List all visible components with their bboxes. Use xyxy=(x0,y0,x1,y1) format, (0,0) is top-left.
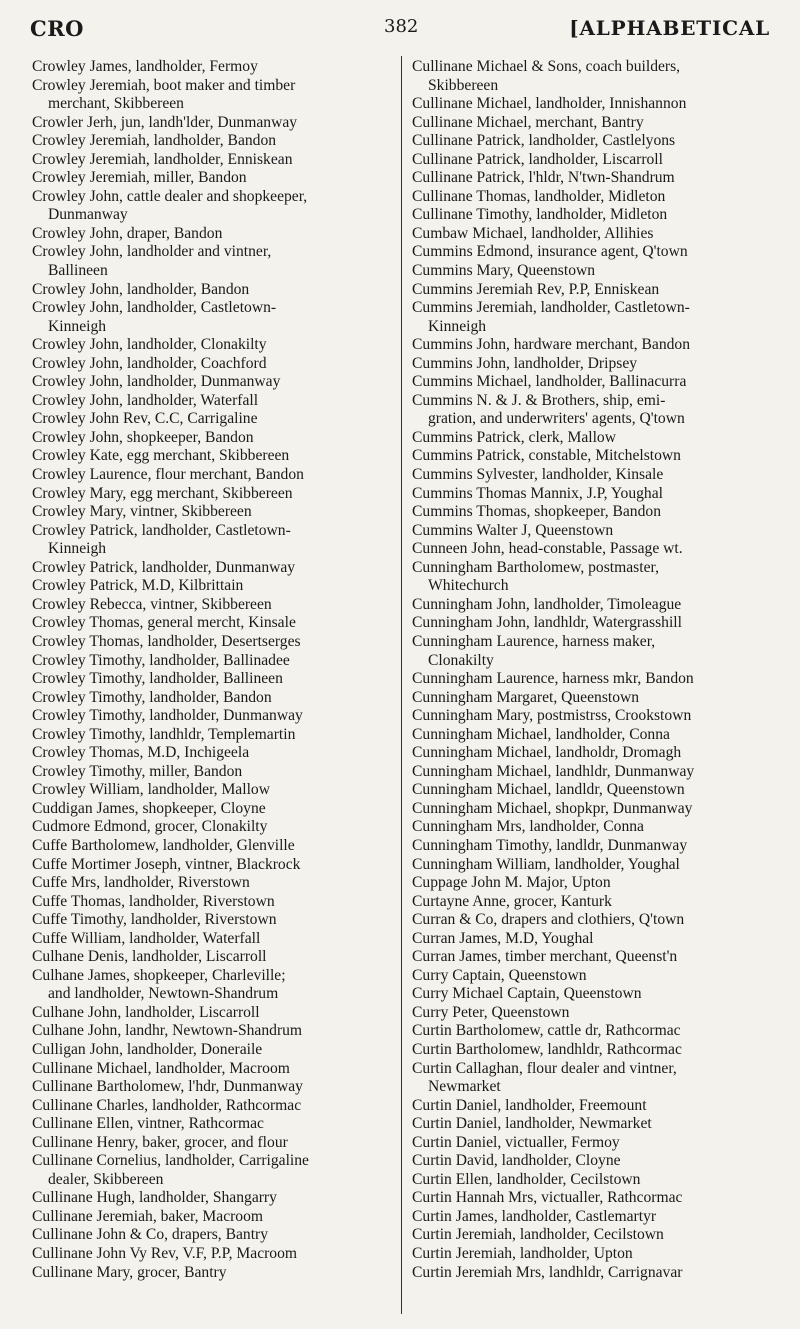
directory-entry-continuation: dealer, Skibbereen xyxy=(48,1170,164,1188)
directory-entry: Crowley Timothy, landholder, Ballinadee xyxy=(32,651,290,669)
directory-entry: Cummins Michael, landholder, Ballinacurra xyxy=(412,373,687,391)
directory-entry: Cuffe Timothy, landholder, Riverstown xyxy=(32,911,277,929)
directory-entry: Cunningham William, landholder, Youghal xyxy=(412,855,680,873)
directory-entry: Culhane James, shopkeeper, Charleville; xyxy=(32,966,286,984)
directory-entry: Crowley James, landholder, Fermoy xyxy=(32,58,258,75)
directory-entry: Crowley Timothy, landholder, Bandon xyxy=(32,688,272,706)
directory-entry: Crowley Patrick, landholder, Castletown- xyxy=(32,521,291,539)
directory-entry: Cunningham Laurence, harness maker, xyxy=(412,632,656,650)
directory-entry: Cummins Thomas Mannix, J.P, Youghal xyxy=(412,484,663,502)
directory-entry: Cunningham Michael, landhldr, Dunmanway xyxy=(412,762,695,780)
directory-entry: Crowley Patrick, landholder, Dunmanway xyxy=(32,558,296,576)
directory-entry-continuation: Kinneigh xyxy=(428,317,487,335)
directory-entry: Cullinane Ellen, vintner, Rathcormac xyxy=(32,1115,264,1133)
directory-entry: Cummins Jeremiah, landholder, Castletown- xyxy=(412,299,690,317)
directory-entry: Cudmore Edmond, grocer, Clonakilty xyxy=(32,818,268,836)
directory-entry: Crowley John Rev, C.C, Carrigaline xyxy=(32,410,258,428)
column-divider xyxy=(401,56,402,1314)
directory-entry: Crowley Jeremiah, boot maker and timber xyxy=(32,76,296,94)
directory-entry-continuation: Skibbereen xyxy=(428,76,499,94)
page-header xyxy=(30,14,770,46)
directory-entry: Crowley John, landholder, Castletown- xyxy=(32,299,277,317)
directory-entry: Curtin Bartholomew, cattle dr, Rathcormac xyxy=(412,1022,681,1040)
directory-entry-continuation: Newmarket xyxy=(428,1078,501,1096)
directory-entry: Cummins Patrick, clerk, Mallow xyxy=(412,428,616,446)
directory-entry: Curtin James, landholder, Castlemartyr xyxy=(412,1207,657,1225)
directory-entry: Cummins Walter J, Queenstown xyxy=(412,521,614,539)
directory-entry: Crowley John, landholder, Coachford xyxy=(32,354,267,372)
directory-entry: Culhane John, landhr, Newtown-Shandrum xyxy=(32,1022,303,1040)
directory-entry: Culligan John, landholder, Doneraile xyxy=(32,1040,263,1058)
directory-entry: Cullinane John Vy Rev, V.F, P.P, Macroom xyxy=(32,1245,298,1262)
directory-entry: Cummins Edmond, insurance agent, Q'town xyxy=(412,243,688,261)
directory-entry: Crowley Thomas, general mercht, Kinsale xyxy=(32,614,296,632)
directory-entry: Curtin David, landholder, Cloyne xyxy=(412,1152,621,1170)
directory-entry-continuation: Kinneigh xyxy=(48,540,107,558)
directory-entry: Crowley Timothy, landholder, Dunmanway xyxy=(32,707,303,725)
directory-entry: Cunningham John, landhldr, Watergrasshill xyxy=(412,614,682,632)
directory-entry: Cullinane Patrick, landholder, Liscarroll xyxy=(412,150,663,168)
directory-entry: Cuffe William, landholder, Waterfall xyxy=(32,929,261,947)
directory-entry: Cunningham Laurence, harness mkr, Bandon xyxy=(412,670,694,688)
directory-entry: Cunningham Bartholomew, postmaster, xyxy=(412,558,659,576)
page-number: 382 xyxy=(384,16,419,37)
directory-entry: Cullinane Michael & Sons, coach builders, xyxy=(412,58,681,75)
directory-entry: Crowley John, landholder and vintner, xyxy=(32,243,272,261)
directory-entry: Cuffe Bartholomew, landholder, Glenville xyxy=(32,836,295,854)
directory-entry: Crowley Kate, egg merchant, Skibbereen xyxy=(32,447,290,465)
directory-entry: Curry Peter, Queenstown xyxy=(412,1003,570,1021)
directory-entry: Curtin Jeremiah, landholder, Cecilstown xyxy=(412,1226,664,1244)
directory-entry: Crowley John, landholder, Waterfall xyxy=(32,391,259,409)
directory-entry: Cullinane Patrick, landholder, Castlelyons xyxy=(412,132,676,150)
directory-entry: Curtin Hannah Mrs, victualler, Rathcormac xyxy=(412,1189,683,1207)
directory-entry: Curtin Ellen, landholder, Cecilstown xyxy=(412,1170,641,1188)
directory-entry: Cullinane Timothy, landholder, Midleton xyxy=(412,206,668,224)
directory-entry: Curry Michael Captain, Queenstown xyxy=(412,985,642,1003)
directory-entry: Cunningham Timothy, landldr, Dunmanway xyxy=(412,836,688,854)
directory-entry: Cummins Sylvester, landholder, Kinsale xyxy=(412,466,664,484)
directory-entry: Culhane John, landholder, Liscarroll xyxy=(32,1003,260,1021)
directory-entry: Cuddigan James, shopkeeper, Cloyne xyxy=(32,799,266,817)
directory-entry-continuation: Dunmanway xyxy=(48,206,128,224)
left-column xyxy=(32,58,392,1282)
directory-entry: Crowley Rebecca, vintner, Skibbereen xyxy=(32,595,272,613)
directory-entry: Crowler Jerh, jun, landh'lder, Dunmanway xyxy=(32,113,298,131)
directory-entry: Cunningham Michael, shopkpr, Dunmanway xyxy=(412,799,693,817)
directory-entry: Cuffe Thomas, landholder, Riverstown xyxy=(32,892,275,910)
directory-entry: Crowley Laurence, flour merchant, Bandon xyxy=(32,466,304,484)
directory-entry: Cummins Mary, Queenstown xyxy=(412,262,596,280)
directory-entry: Curran James, M.D, Youghal xyxy=(412,929,594,947)
directory-entry: Curtin Jeremiah Mrs, landhldr, Carrignavar xyxy=(412,1263,683,1281)
directory-entry: Cunneen John, head-constable, Passage wt. xyxy=(412,540,683,558)
directory-entry: Cuffe Mortimer Joseph, vintner, Blackrock xyxy=(32,855,301,873)
directory-entry: Cullinane Thomas, landholder, Midleton xyxy=(412,187,666,205)
section-heading: CRO xyxy=(30,16,84,41)
directory-entry: Cunningham Michael, landholdr, Dromagh xyxy=(412,744,682,762)
directory-entry: Cuppage John M. Major, Upton xyxy=(412,874,611,892)
directory-entry: Crowley Mary, egg merchant, Skibbereen xyxy=(32,484,293,502)
directory-entry: Crowley John, landholder, Dunmanway xyxy=(32,373,281,391)
directory-entry: Curtin Bartholomew, landhldr, Rathcormac xyxy=(412,1040,682,1058)
directory-entry: Cullinane Michael, landholder, Macroom xyxy=(32,1059,290,1077)
directory-entry: Crowley Timothy, miller, Bandon xyxy=(32,762,243,780)
directory-entry: Crowley Patrick, M.D, Kilbrittain xyxy=(32,577,244,595)
directory-entry: Cullinane Michael, landholder, Innishannon xyxy=(412,95,687,113)
directory-entry: Curran & Co, drapers and clothiers, Q'town xyxy=(412,911,685,929)
directory-entry: Curtin Jeremiah, landholder, Upton xyxy=(412,1245,633,1262)
directory-entry-continuation: Whitechurch xyxy=(428,577,509,595)
directory-entry: Crowley John, landholder, Clonakilty xyxy=(32,336,267,354)
directory-entry: Cullinane Charles, landholder, Rathcormac xyxy=(32,1096,302,1114)
directory-entry: Cumbaw Michael, landholder, Allihies xyxy=(412,224,654,242)
directory-entry: Cullinane Mary, grocer, Bantry xyxy=(32,1263,227,1281)
directory-entry: Curtayne Anne, grocer, Kanturk xyxy=(412,892,612,910)
directory-entry: Crowley Timothy, landhldr, Templemartin xyxy=(32,725,296,743)
directory-entry: Crowley Thomas, landholder, Desertserges xyxy=(32,632,301,650)
directory-entry: Cunningham Michael, landholder, Conna xyxy=(412,725,670,743)
directory-entry: Cunningham Michael, landldr, Queenstown xyxy=(412,781,685,799)
directory-entry: Crowley Mary, vintner, Skibbereen xyxy=(32,503,252,521)
directory-entry: Cullinane Hugh, landholder, Shangarry xyxy=(32,1189,277,1207)
directory-entry: Crowley Timothy, landholder, Ballineen xyxy=(32,670,283,688)
directory-entry-continuation: gration, and underwriters' agents, Q'town xyxy=(428,410,685,428)
directory-entry: Cummins N. & J. & Brothers, ship, emi- xyxy=(412,391,666,409)
directory-entry: Curtin Daniel, victualler, Fermoy xyxy=(412,1133,620,1151)
directory-entry: Cunningham Mrs, landholder, Conna xyxy=(412,818,644,836)
directory-entry: Curtin Daniel, landholder, Freemount xyxy=(412,1096,647,1114)
directory-entry: Curtin Callaghan, flour dealer and vintner, xyxy=(412,1059,677,1077)
directory-entry: Cummins John, hardware merchant, Bandon xyxy=(412,336,691,354)
directory-entry: Culhane Denis, landholder, Liscarroll xyxy=(32,948,267,966)
directory-entry: Cullinane Bartholomew, l'hdr, Dunmanway xyxy=(32,1078,303,1096)
running-title: [ALPHABETICAL xyxy=(569,16,770,40)
directory-entry: Crowley William, landholder, Mallow xyxy=(32,781,270,799)
directory-entry: Cuffe Mrs, landholder, Riverstown xyxy=(32,874,250,892)
directory-entry: Cummins Patrick, constable, Mitchelstown xyxy=(412,447,681,465)
directory-entry: Cullinane Patrick, l'hldr, N'twn-Shandrum xyxy=(412,169,675,187)
directory-entry: Crowley Jeremiah, miller, Bandon xyxy=(32,169,247,187)
directory-entry: Cummins Thomas, shopkeeper, Bandon xyxy=(412,503,661,521)
directory-entry: Crowley John, cattle dealer and shopkeeper, xyxy=(32,187,308,205)
directory-entry: Crowley Thomas, M.D, Inchigeela xyxy=(32,744,250,762)
directory-entry: Cunningham John, landholder, Timoleague xyxy=(412,595,682,613)
directory-entry: Crowley John, draper, Bandon xyxy=(32,224,223,242)
directory-entry: Cummins Jeremiah Rev, P.P, Enniskean xyxy=(412,280,660,298)
directory-entry-continuation: Kinneigh xyxy=(48,317,107,335)
directory-entry-continuation: Clonakilty xyxy=(428,651,494,669)
directory-entry-continuation: Ballineen xyxy=(48,262,108,280)
directory-entry: Crowley Jeremiah, landholder, Enniskean xyxy=(32,150,293,168)
directory-entry: Crowley Jeremiah, landholder, Bandon xyxy=(32,132,277,150)
directory-entry: Cullinane Cornelius, landholder, Carrigaline xyxy=(32,1152,309,1170)
directory-entry: Crowley John, shopkeeper, Bandon xyxy=(32,428,254,446)
directory-entry: Cullinane John & Co, drapers, Bantry xyxy=(32,1226,269,1244)
directory-entry: Cullinane Michael, merchant, Bantry xyxy=(412,113,644,131)
directory-entry: Cunningham Mary, postmistrss, Crookstown xyxy=(412,707,692,725)
directory-entry: Cullinane Henry, baker, grocer, and flour xyxy=(32,1133,288,1151)
directory-entry: Cunningham Margaret, Queenstown xyxy=(412,688,640,706)
directory-entry: Curtin Daniel, landholder, Newmarket xyxy=(412,1115,652,1133)
directory-entry: Cummins John, landholder, Dripsey xyxy=(412,354,638,372)
directory-entry: Curry Captain, Queenstown xyxy=(412,966,587,984)
directory-entry: Cullinane Jeremiah, baker, Macroom xyxy=(32,1207,264,1225)
directory-entry: Crowley John, landholder, Bandon xyxy=(32,280,250,298)
directory-entry: Curran James, timber merchant, Queenst'n xyxy=(412,948,678,966)
directory-entry-continuation: merchant, Skibbereen xyxy=(48,95,184,113)
right-column xyxy=(412,58,774,1282)
directory-entry-continuation: and landholder, Newtown-Shandrum xyxy=(48,985,279,1003)
